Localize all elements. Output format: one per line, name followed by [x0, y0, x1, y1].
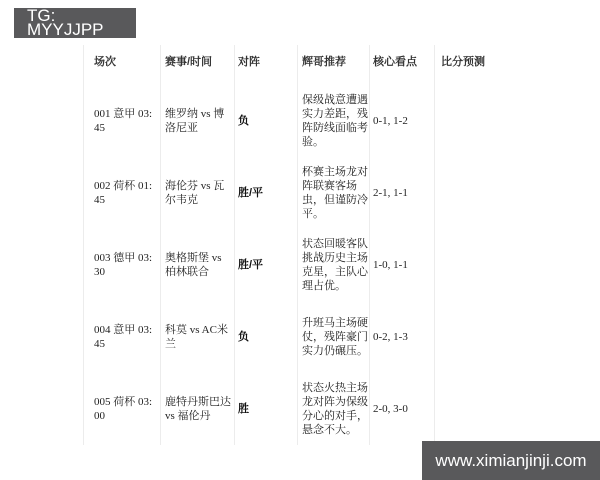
- cell-pick: 胜: [234, 373, 297, 445]
- cell-matchup-teams: 奥格斯堡 vs 柏林联合: [160, 229, 234, 301]
- header-recommendation: 辉哥推荐: [297, 45, 369, 85]
- cell-pick: 负: [234, 85, 297, 157]
- cell-scores: 0-2, 1-3: [369, 301, 434, 373]
- cell-analysis: 升班马主场硬仗，残阵豪门实力仍碾压。: [297, 301, 369, 373]
- cell-session: 002 荷杯 01:45: [83, 157, 160, 229]
- table-row: [83, 229, 520, 301]
- table-header-row: [83, 45, 520, 85]
- predictions-table: [83, 45, 520, 445]
- cell-session: 005 荷杯 03:00: [83, 373, 160, 445]
- cell-scores: 1-0, 1-1: [369, 229, 434, 301]
- cell-matchup-teams: 科莫 vs AC米兰: [160, 301, 234, 373]
- website-url: www.ximianjinji.com: [435, 450, 587, 470]
- cell-scores: 2-1, 1-1: [369, 157, 434, 229]
- cell-scores: 0-1, 1-2: [369, 85, 434, 157]
- website-badge: [422, 441, 600, 480]
- cell-scores: 2-0, 3-0: [369, 373, 434, 445]
- cell-analysis: 状态火热主场龙对阵为保级分心的对手，悬念不大。: [297, 373, 369, 445]
- cell-session: 001 意甲 03:45: [83, 85, 160, 157]
- cell-pick: 负: [234, 301, 297, 373]
- header-session: 场次: [83, 45, 160, 85]
- cell-pick: 胜/平: [234, 157, 297, 229]
- cell-score-prediction-empty: [434, 301, 520, 373]
- cell-score-prediction-empty: [434, 85, 520, 157]
- cell-score-prediction-empty: [434, 157, 520, 229]
- telegram-handle: TG: MYYJJPP: [27, 6, 104, 39]
- cell-session: 004 意甲 03:45: [83, 301, 160, 373]
- header-score-prediction: 比分预测: [434, 45, 520, 85]
- cell-score-prediction-empty: [434, 229, 520, 301]
- header-matchup: 对阵: [234, 45, 297, 85]
- table-row: [83, 157, 520, 229]
- telegram-badge: [14, 8, 136, 38]
- cell-pick: 胜/平: [234, 229, 297, 301]
- cell-analysis: 杯赛主场龙对阵联赛客场虫，但谨防冷平。: [297, 157, 369, 229]
- cell-matchup-teams: 鹿特丹斯巴达 vs 福伦丹: [160, 373, 234, 445]
- cell-session: 003 德甲 03:30: [83, 229, 160, 301]
- table-row: [83, 85, 520, 157]
- cell-matchup-teams: 维罗纳 vs 博洛尼亚: [160, 85, 234, 157]
- table-row: [83, 373, 520, 445]
- cell-analysis: 保级战意遭遇实力差距，残阵防线面临考验。: [297, 85, 369, 157]
- table-row: [83, 301, 520, 373]
- cell-analysis: 状态回暖客队挑战历史主场克星，主队心理占优。: [297, 229, 369, 301]
- cell-score-prediction-empty: [434, 373, 520, 445]
- cell-matchup-teams: 海伦芬 vs 瓦尔韦克: [160, 157, 234, 229]
- header-key-points: 核心看点: [369, 45, 434, 85]
- header-event-time: 赛事/时间: [160, 45, 234, 85]
